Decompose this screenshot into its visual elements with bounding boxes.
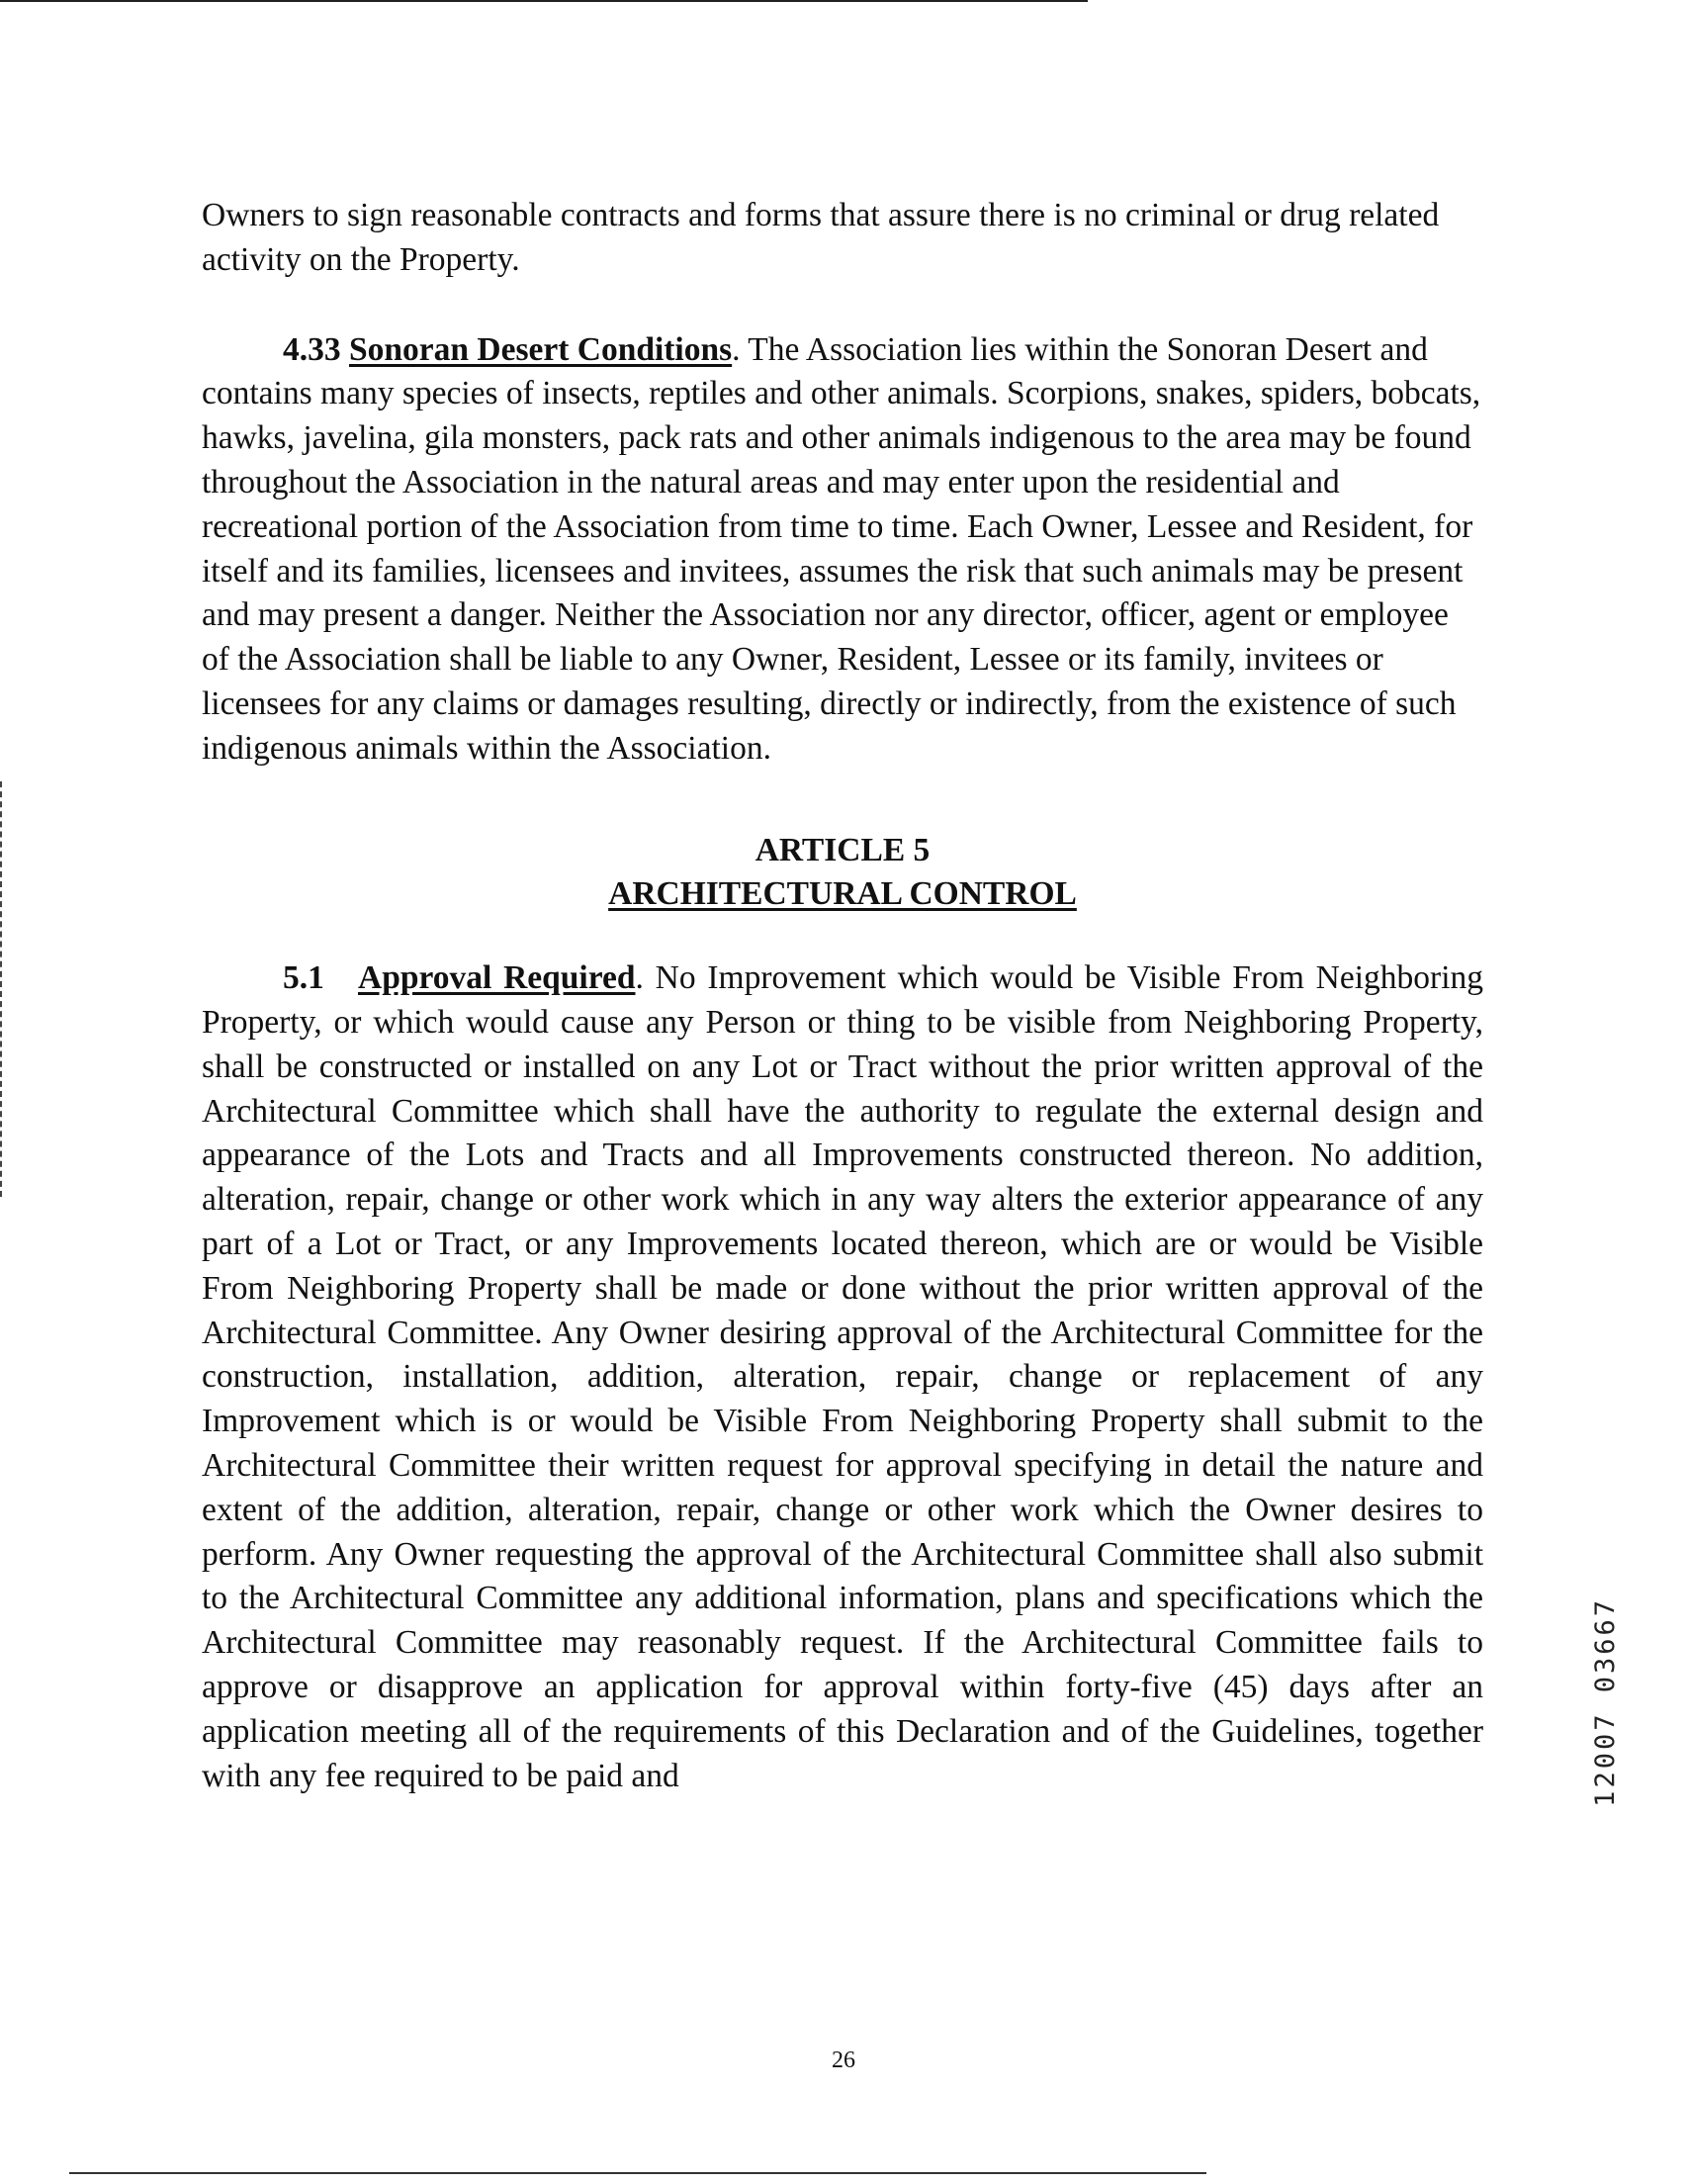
article-label: ARTICLE 5 (755, 831, 931, 868)
section-5-1-title: Approval Required (358, 959, 636, 997)
scan-edge-top (0, 0, 1088, 2)
section-5-1-number: 5.1 (283, 959, 324, 997)
section-5-1-paragraph (202, 956, 1483, 1798)
continuation-paragraph: Owners to sign reasonable contracts and forms that assure there is no criminal or drug related activity on the Property. (202, 197, 1440, 278)
section-4-33-paragraph (202, 328, 1483, 772)
section-5-1-body: . No Improvement which would be Visible From Neighboring Property, or which would cause any Person or thing to be visible from Neighboring Property, shall be constructed or installed on any Lot or Tract without the prior written approval of the Architectural Committee which shall have the authority to regulate the external design and appearance of the Lots and Tracts and all Improvements constructed thereon. No addition, alteration, repair, change or other work which in any way alters the exterior appearance of any part of a Lot or Tract, or any Improvements located thereon, which are or would be Visible From Neighboring Property shall be made or done without the prior written approval of the Architectural Committee. Any Owner desiring approval of the Architectural Committee for the construction, installation, addition, alteration, repair, change or replacement of any Improvement which is or would be Visible From Neighboring Property shall submit to the Architectural Committee their written request for approval specifying in detail the nature and extent of the addition, alteration, repair, change or other work which the Owner desires to perform. Any Owner requesting the approval of the Architectural Committee shall also submit to the Architectural Committee any additional information, plans and specifications which the Architectural Committee may reasonably request. If the Architectural Committee fails to approve or disapprove an application for approval within forty-five (45) days after an application meeting all of the requirements of this Declaration and of the Guidelines, together with any fee required to be paid and (202, 959, 1484, 1794)
document-page (202, 194, 1483, 1798)
article-title: ARCHITECTURAL CONTROL (608, 875, 1077, 913)
article-heading (202, 829, 1483, 918)
recording-stamp: 12007 03667 (1590, 1597, 1621, 1807)
section-4-33-title: Sonoran Desert Conditions (349, 330, 733, 368)
section-4-33-number: 4.33 (283, 330, 341, 368)
section-4-33-body: . The Association lies within the Sonoran Desert and contains many species of insects, reptiles and other animals. Scorpions, snakes, spiders, bobcats, hawks, javelina, gila monsters, pack rats and other animals indigenous to the area may be found throughout the Association in the natural areas and may enter upon the residential and recreational portion of the Association from time to time. Each Owner, Lessee and Resident, for itself and its families, licensees and invitees, assumes the risk that such animals may be present and may present a danger. Neither the Association nor any director, officer, agent or employee of the Association shall be liable to any Owner, Resident, Lessee or its family, invitees or licensees for any claims or damages resulting, directly or indirectly, from the existence of such indigenous animals within the Association. (202, 330, 1481, 767)
scan-edge-left (0, 781, 4, 1197)
scan-edge-bottom (69, 2172, 1206, 2174)
page-number: 26 (832, 2048, 855, 2073)
